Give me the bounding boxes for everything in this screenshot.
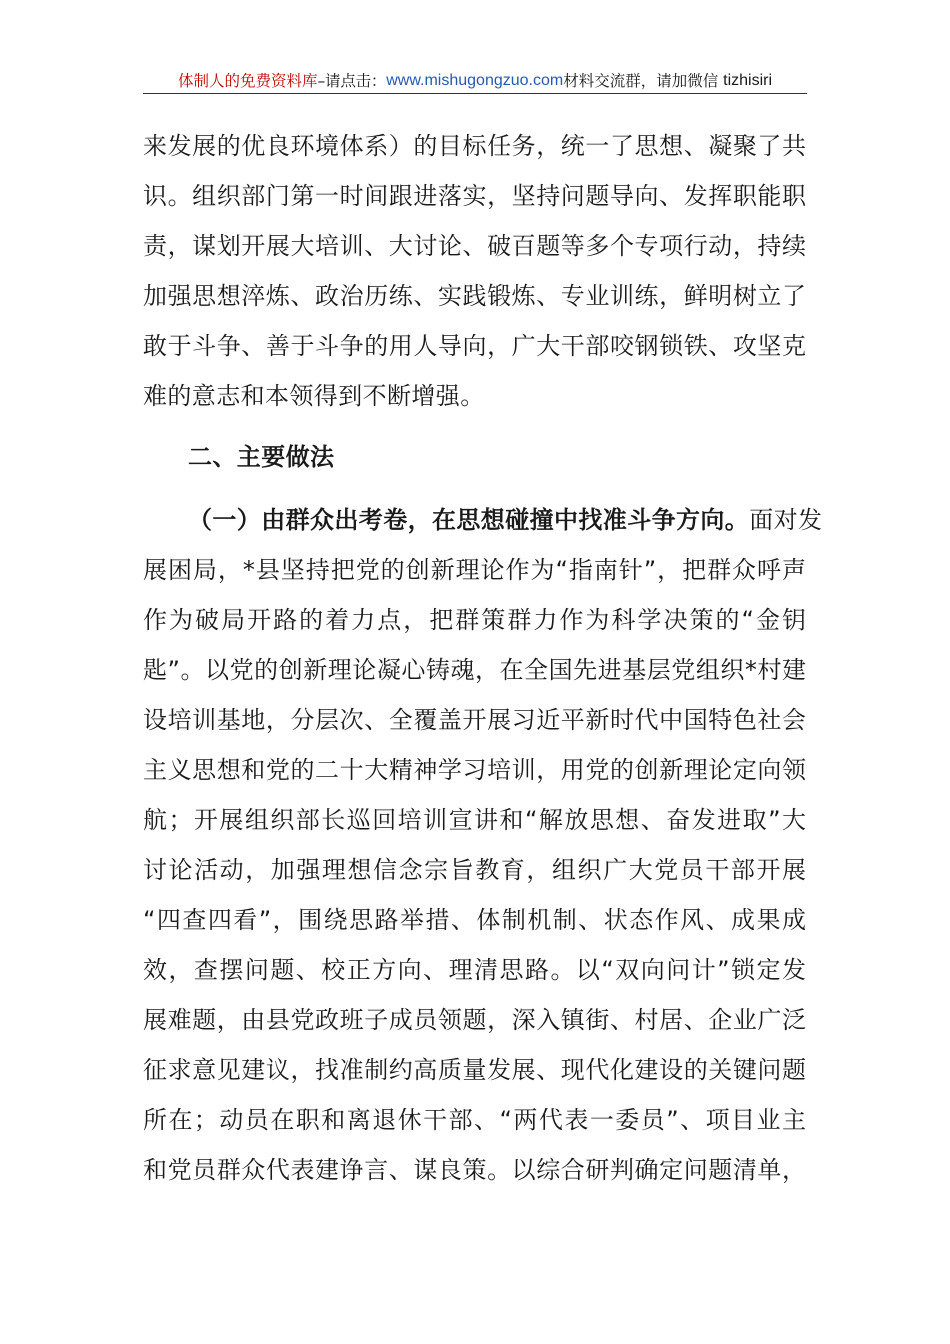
section-heading: 二、主要做法 — [188, 443, 335, 471]
body-text-line: 和党员群众代表建诤言、谋良策。以综合研判确定问题清单， — [143, 1156, 806, 1184]
header-wechat-id: tizhisiri — [723, 72, 773, 89]
body-text-line: 责，谋划开展大培训、大讨论、破百题等多个专项行动，持续 — [143, 232, 806, 260]
body-text-line: 主义思想和党的二十大精神学习培训，用党的创新理论定向领 — [143, 756, 806, 784]
body-text-line: 匙”。以党的创新理论凝心铸魂，在全国先进基层党组织*村建 — [143, 656, 806, 684]
header-brand: 体制人的免费资料库 — [177, 72, 318, 90]
body-text-line: 展难题，由县党政班子成员领题，深入镇街、村居、企业广泛 — [143, 1006, 806, 1034]
body-text-line: 设培训基地，分层次、全覆盖开展习近平新时代中国特色社会 — [143, 706, 806, 734]
body-text-line: 识。组织部门第一时间跟进落实，坚持问题导向、发挥职能职 — [143, 182, 806, 210]
header-link[interactable]: www.mishugongzuo.com — [386, 72, 564, 89]
body-text-line: 敢于斗争、善于斗争的用人导向，广大干部咬钢锁铁、攻坚克 — [143, 332, 806, 360]
page-header — [143, 66, 807, 94]
body-text-line: 所在；动员在职和离退休干部、“两代表一委员”、项目业主 — [143, 1106, 806, 1134]
body-text-line: 加强思想淬炼、政治历练、实践锻炼、专业训练，鲜明树立了 — [143, 282, 806, 310]
body-text-line: 征求意见建议，找准制约高质量发展、现代化建设的关键问题 — [143, 1056, 806, 1084]
body-text-line: 难的意志和本领得到不断增强。 — [143, 382, 485, 410]
body-text-line: 效，查摆问题、校正方向、理清思路。以“双向问计”锁定发 — [143, 956, 806, 984]
body-text-line: “四查四看”，围绕思路举措、体制机制、状态作风、成果成 — [143, 906, 806, 934]
header-prompt: –请点击： — [317, 72, 387, 90]
header-note: 材料交流群，请加微信 — [563, 72, 719, 90]
body-text-line: 航；开展组织部长巡回培训宣讲和“解放思想、奋发进取”大 — [143, 806, 806, 834]
body-text-line: 来发展的优良环境体系）的目标任务，统一了思想、凝聚了共 — [143, 132, 806, 160]
body-text-fragment: 面对发 — [749, 506, 823, 534]
body-text-line: 讨论活动，加强理想信念宗旨教育，组织广大党员干部开展 — [143, 856, 806, 884]
body-text-line: 展困局，*县坚持把党的创新理论作为“指南针”，把群众呼声 — [143, 556, 806, 584]
subsection-title: （一）由群众出考卷，在思想碰撞中找准斗争方向。 — [188, 506, 750, 534]
subsection-lead-line — [188, 505, 823, 535]
body-text-line: 作为破局开路的着力点，把群策群力作为科学决策的“金钥 — [143, 606, 806, 634]
